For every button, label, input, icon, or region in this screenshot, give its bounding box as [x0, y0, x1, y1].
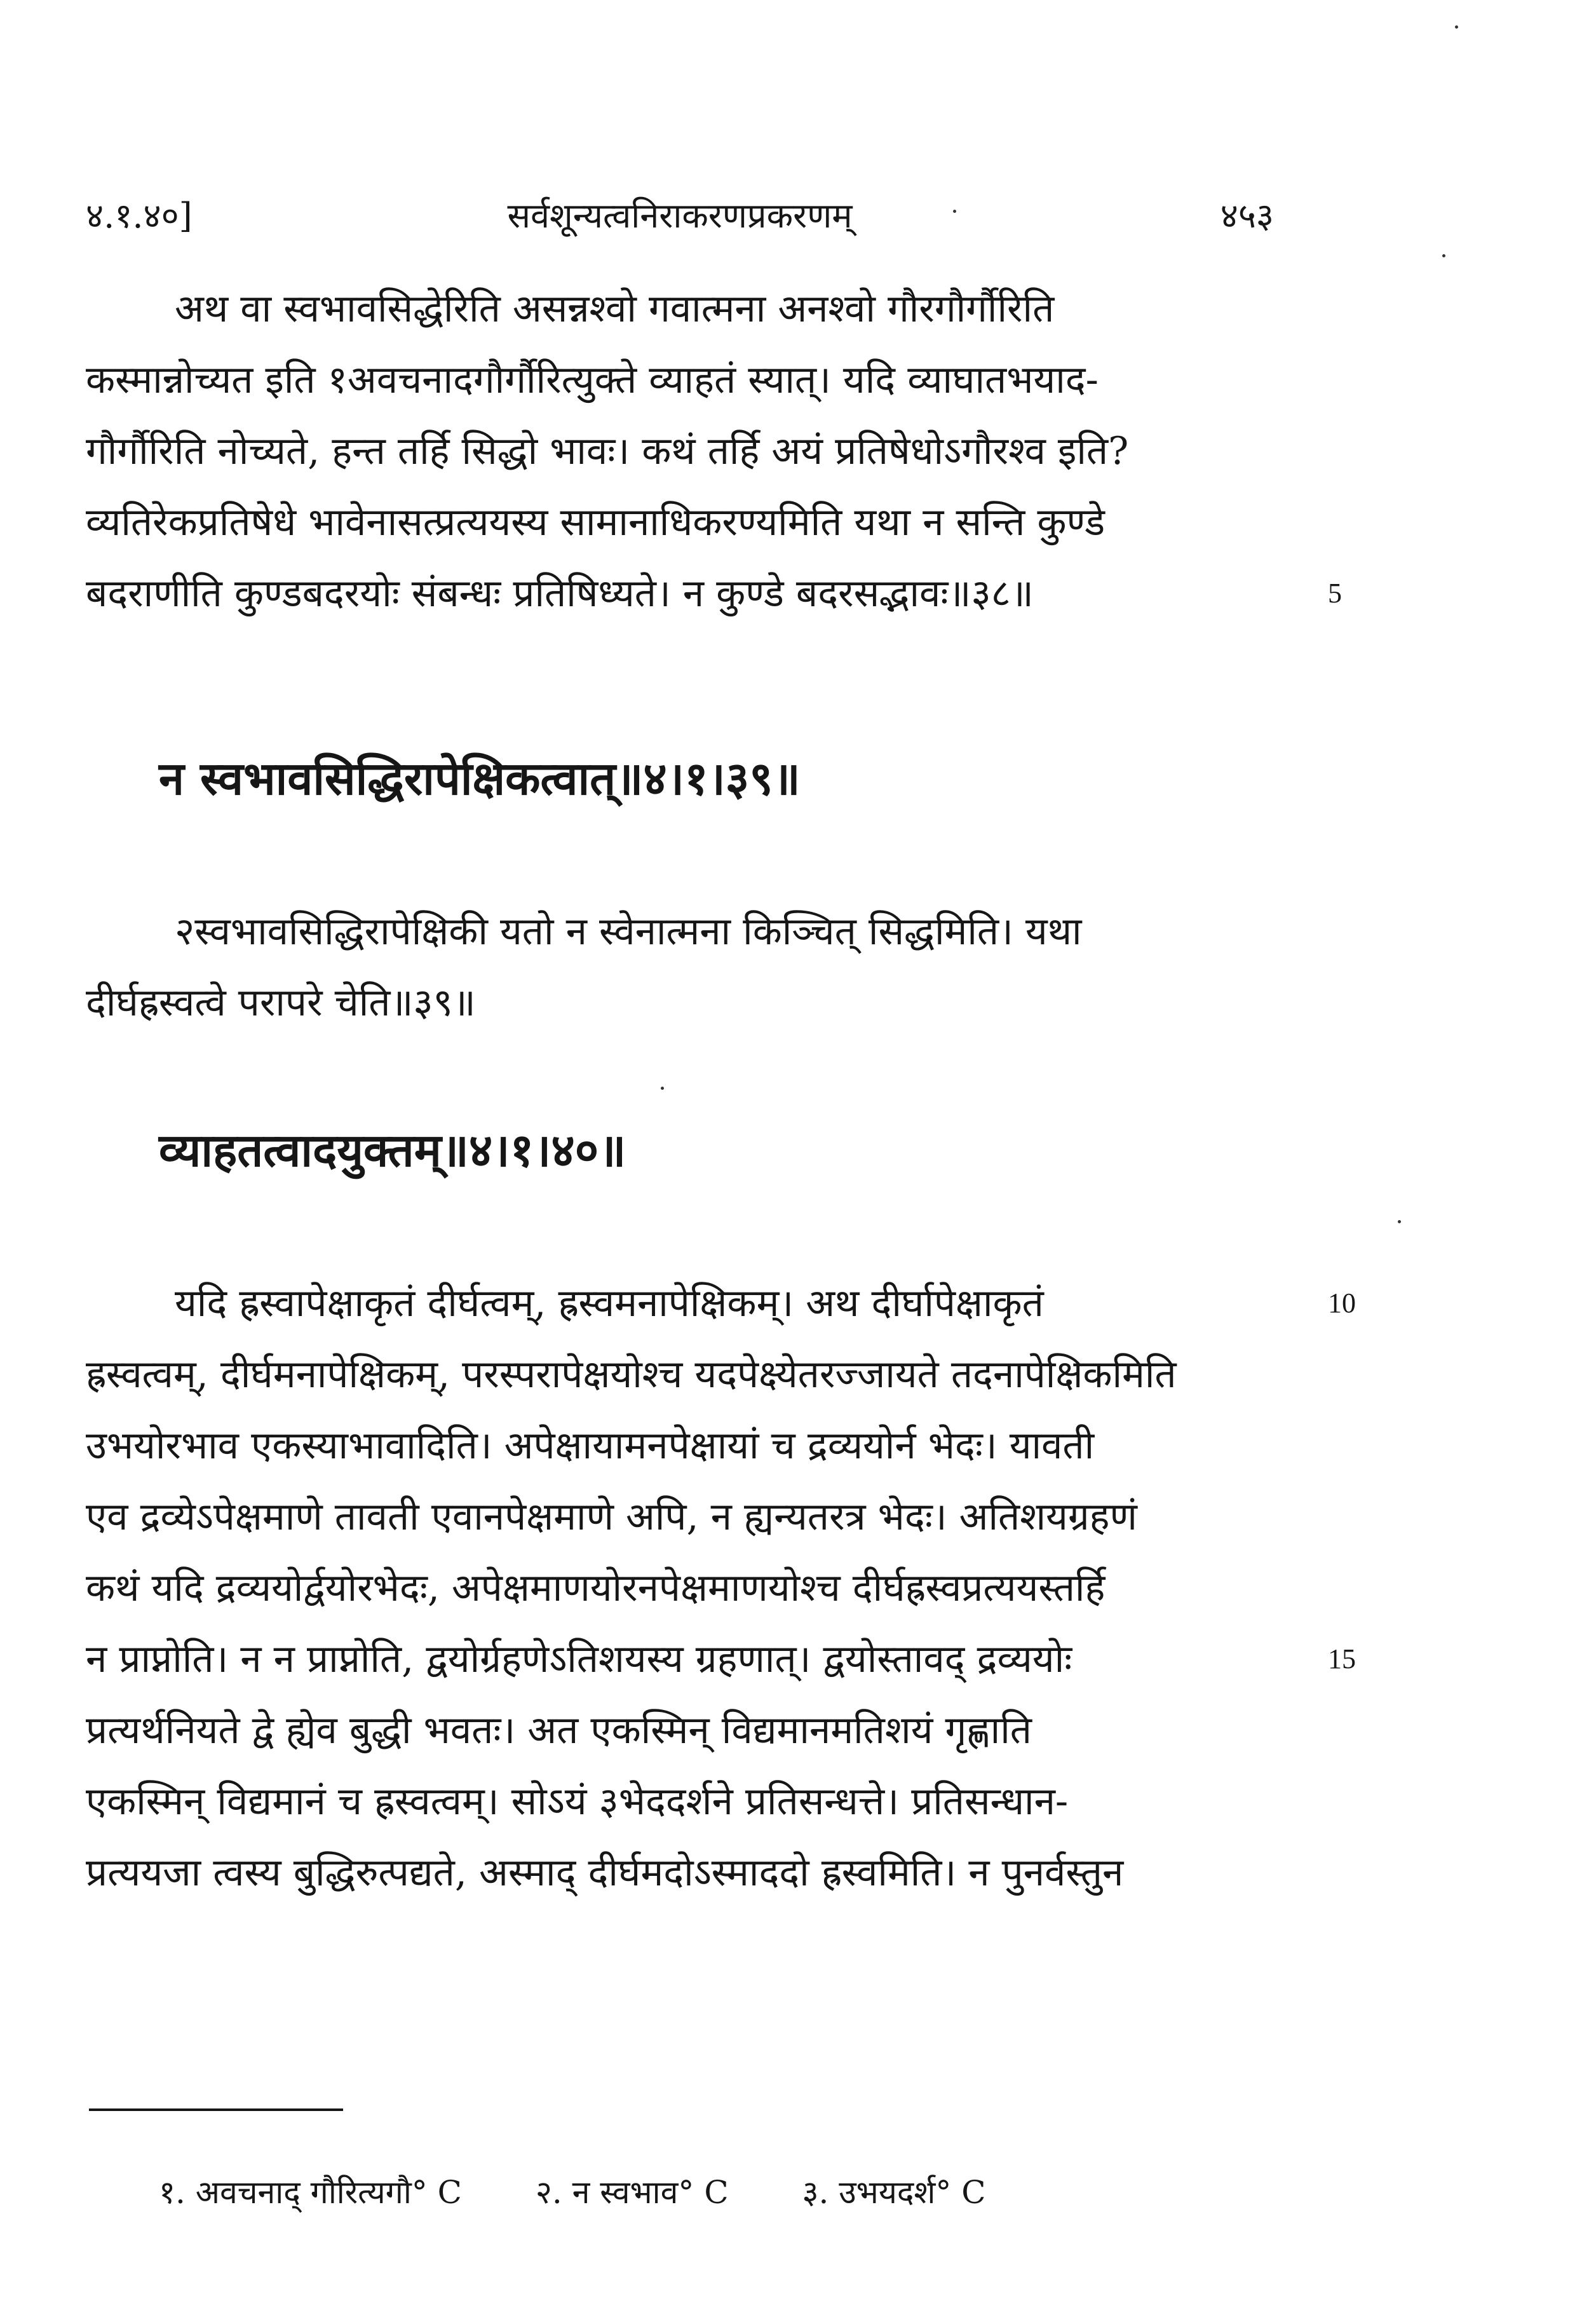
footnote-2: २. न स्वभाव° C [535, 2174, 729, 2211]
commentary-paragraph-40 [86, 1268, 1274, 1908]
sutra-heading-40: व्याहतत्वादयुक्तम्॥४।१।४०॥ [159, 1123, 626, 1177]
commentary-paragraph-38 [86, 273, 1274, 629]
text-line: दीर्घह्रस्वत्वे परापरे चेति॥३९॥ [86, 981, 476, 1025]
scan-speck [661, 1087, 664, 1090]
margin-line-number: 15 [1328, 1643, 1356, 1674]
text-line: न प्राप्नोति। न न प्राप्नोति, द्वयोर्ग्रहणेऽतिशयस्य ग्रहणात्। द्वयोस्तावद् द्रव्ययोः [86, 1637, 1072, 1681]
text-line: यदि ह्रस्वापेक्षाकृतं दीर्घत्वम्, ह्रस्वमनापेक्षिकम्। अथ दीर्घापेक्षाकृतं [175, 1281, 1044, 1326]
text-line: प्रत्ययजा त्वस्य बुद्धिरुत्पद्यते, अस्माद् दीर्घमदोऽस्माददो ह्रस्वमिति। न पुनर्वस्तुन [86, 1850, 1124, 1895]
text-line: ह्रस्वत्वम्, दीर्घमनापेक्षिकम्, परस्परापेक्षयोश्च यदपेक्ष्येतरज्जायते तदनापेक्षिकमिति [86, 1352, 1177, 1397]
text-line: कस्मान्नोच्यत इति १अवचनादगौर्गौरित्युक्ते व्याहतं स्यात्। यदि व्याघातभयाद- [86, 358, 1099, 402]
text-line: अथ वा स्वभावसिद्धेरिति असन्नश्वो गवात्मना अनश्वो गौरगौर्गौरिति [175, 287, 1055, 331]
footnote-3: ३. उभयदर्श° C [802, 2174, 986, 2211]
text-line: उभयोरभाव एकस्याभावादिति। अपेक्षायामनपेक्षायां च द्रव्ययोर्न भेदः। यावती [86, 1423, 1095, 1468]
text-line: बदराणीति कुण्डबदरयोः संबन्धः प्रतिषिध्यते। न कुण्डे बदरसद्भावः॥३८॥ [86, 571, 1034, 616]
scan-speck [1398, 1220, 1401, 1223]
text-line: एव द्रव्येऽपेक्षमाणे तावती एवानपेक्षमाणे अपि, न ह्यन्यतरत्र भेदः। अतिशयग्रहणं [86, 1495, 1137, 1539]
text-line: व्यतिरेकप्रतिषेधे भावेनासत्प्रत्ययस्य सामानाधिकरण्यमिति यथा न सन्ति कुण्डे [86, 500, 1106, 545]
running-head [86, 191, 1274, 241]
text-line: कथं यदि द्रव्ययोर्द्वयोरभेदः, अपेक्षमाणयोरनपेक्षमाणयोश्च दीर्घह्रस्वप्रत्ययस्तर्हि [86, 1566, 1106, 1610]
text-line: गौर्गौरिति नोच्यते, हन्त तर्हि सिद्धो भावः। कथं तर्हि अयं प्रतिषेधोऽगौरश्व इति? [86, 429, 1129, 473]
scan-speck [1442, 254, 1445, 257]
footnote-divider [89, 2108, 343, 2111]
sutra-heading-39: न स्वभावसिद्धिरापेक्षिकत्वात्॥४।१।३९॥ [159, 751, 801, 805]
margin-line-number: 5 [1328, 578, 1342, 609]
commentary-paragraph-39 [86, 896, 1274, 1038]
page-number: ४५३ [1220, 196, 1274, 236]
text-line: २स्वभावसिद्धिरापेक्षिकी यतो न स्वेनात्मना किञ्चित् सिद्धमिति। यथा [175, 909, 1082, 954]
text-line: एकस्मिन् विद्यमानं च ह्रस्वत्वम्। सोऽयं ३भेददर्शने प्रतिसन्धत्ते। प्रतिसन्धान- [86, 1779, 1069, 1824]
section-reference: ४.१.४०] [86, 196, 193, 236]
footnote-1: १. अवचनाद् गौरित्यगौ° C [159, 2174, 462, 2211]
chapter-title: सर्वशून्यत्वनिराकरणप्रकरणम् [507, 196, 853, 236]
scan-speck [953, 210, 956, 213]
text-line: प्रत्यर्थनियते द्वे ह्येव बुद्धी भवतः। अत एकस्मिन् विद्यमानमतिशयं गृह्णाति [86, 1708, 1032, 1753]
scan-speck [1455, 25, 1458, 29]
footnotes [159, 2167, 1239, 2218]
margin-line-number: 10 [1328, 1287, 1356, 1319]
